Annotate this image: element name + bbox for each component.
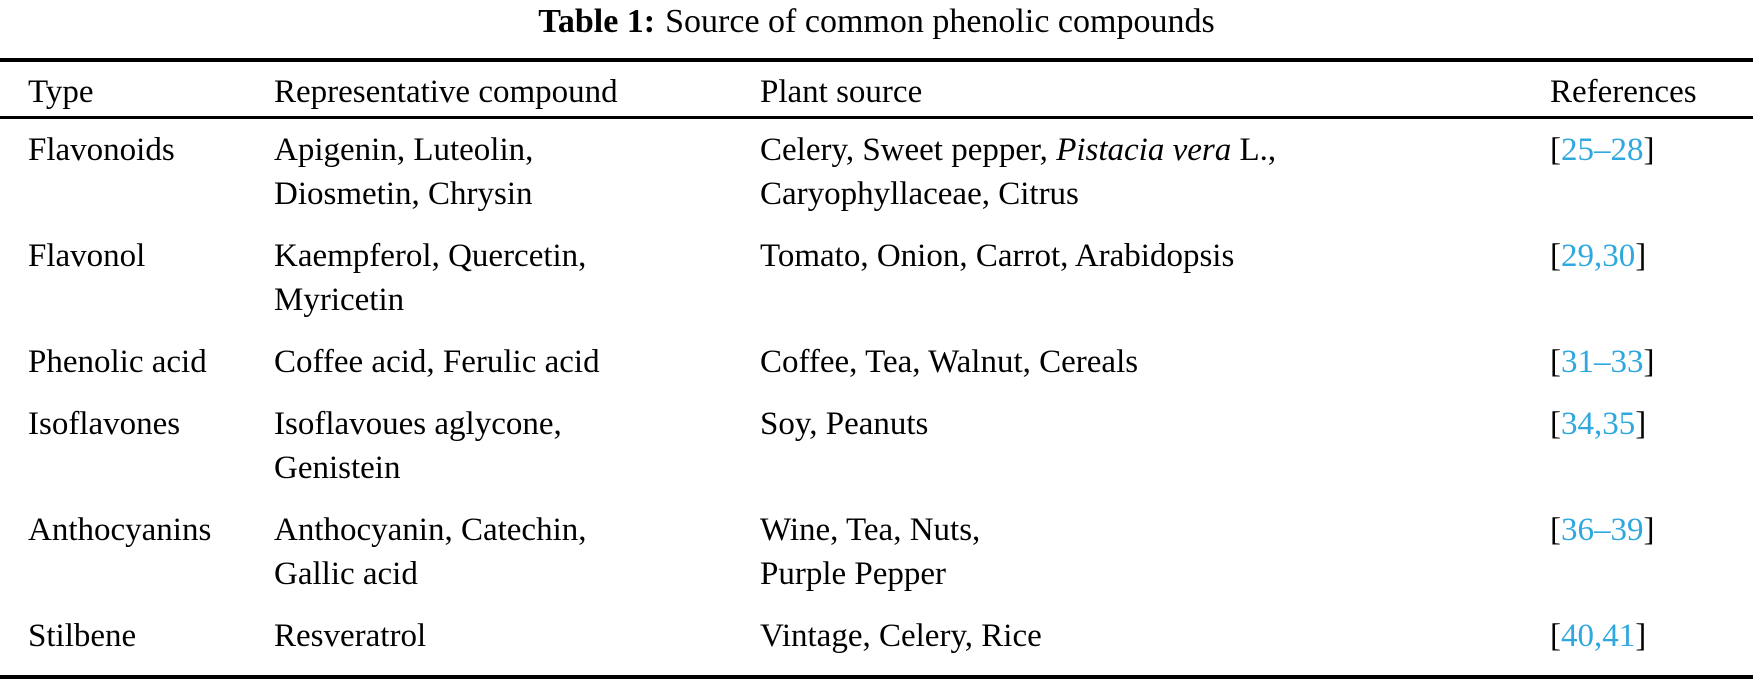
cell-compound <box>274 234 760 322</box>
compound-line: Resveratrol <box>274 618 427 654</box>
ref-bracket-close: ] <box>1635 238 1647 274</box>
cell-type: Isoflavones <box>28 406 181 442</box>
source-line: Caryophyllaceae, Citrus <box>760 176 1079 212</box>
table-row <box>0 393 1753 499</box>
table-row <box>0 119 1753 225</box>
compound-line: Myricetin <box>274 282 405 318</box>
compound-line: Kaempferol, Quercetin, <box>274 238 587 274</box>
table-caption-label: Table 1: <box>538 3 656 40</box>
cell-compound <box>274 402 760 490</box>
cell-source <box>760 614 1550 658</box>
cell-references <box>1550 128 1753 216</box>
ref-bracket-close: ] <box>1643 132 1655 168</box>
table-bottom-rule <box>0 675 1753 679</box>
source-line: Coffee, Tea, Walnut, Cereals <box>760 344 1139 380</box>
column-header-type: Type <box>28 74 94 110</box>
table-row <box>0 605 1753 667</box>
source-text: L., <box>1231 132 1277 168</box>
compound-line: Anthocyanin, Catechin, <box>274 512 587 548</box>
cell-compound <box>274 508 760 596</box>
table-caption <box>0 0 1753 42</box>
table-caption-text: Source of common phenolic compounds <box>665 3 1215 40</box>
citation-link[interactable]: 31–33 <box>1561 344 1644 380</box>
column-header-references: References <box>1550 74 1697 110</box>
compound-line: Isoflavoues aglycone, <box>274 406 562 442</box>
cell-source <box>760 340 1550 384</box>
cell-source <box>760 234 1550 322</box>
cell-source <box>760 508 1550 596</box>
citation-link[interactable]: 40,41 <box>1561 618 1636 654</box>
compound-line: Genistein <box>274 450 401 486</box>
ref-bracket-close: ] <box>1643 512 1655 548</box>
source-line: Vintage, Celery, Rice <box>760 618 1042 654</box>
compound-line: Diosmetin, Chrysin <box>274 176 533 212</box>
cell-references <box>1550 508 1753 596</box>
ref-bracket-close: ] <box>1643 344 1655 380</box>
table-header-row <box>0 62 1753 116</box>
source-line: Tomato, Onion, Carrot, Arabidopsis <box>760 238 1235 274</box>
column-header-source: Plant source <box>760 74 923 110</box>
cell-source <box>760 402 1550 490</box>
cell-type: Flavonol <box>28 238 146 274</box>
column-header-compound: Representative compound <box>274 74 618 110</box>
source-line <box>760 128 1550 172</box>
cell-type: Flavonoids <box>28 132 175 168</box>
cell-type: Stilbene <box>28 618 137 654</box>
source-line: Soy, Peanuts <box>760 406 929 442</box>
citation-link[interactable]: 34,35 <box>1561 406 1636 442</box>
source-latin-name: Pistacia vera <box>1056 132 1232 168</box>
cell-type: Phenolic acid <box>28 344 207 380</box>
ref-bracket-close: ] <box>1635 406 1647 442</box>
table-row <box>0 499 1753 605</box>
cell-compound <box>274 614 760 658</box>
cell-compound <box>274 340 760 384</box>
compound-line: Apigenin, Luteolin, <box>274 132 534 168</box>
ref-bracket-open: [ <box>1550 344 1561 380</box>
citation-link[interactable]: 25–28 <box>1561 132 1644 168</box>
source-text: Celery, Sweet pepper, <box>760 132 1057 168</box>
cell-source <box>760 128 1550 216</box>
compound-line: Gallic acid <box>274 556 418 592</box>
cell-references <box>1550 234 1753 322</box>
cell-references <box>1550 340 1753 384</box>
cell-type: Anthocyanins <box>28 512 212 548</box>
ref-bracket-open: [ <box>1550 512 1561 548</box>
table-row <box>0 331 1753 393</box>
citation-link[interactable]: 29,30 <box>1561 238 1636 274</box>
cell-references <box>1550 402 1753 490</box>
compound-line: Coffee acid, Ferulic acid <box>274 344 600 380</box>
ref-bracket-close: ] <box>1635 618 1647 654</box>
ref-bracket-open: [ <box>1550 132 1561 168</box>
source-line: Wine, Tea, Nuts, <box>760 512 981 548</box>
ref-bracket-open: [ <box>1550 618 1561 654</box>
table-row <box>0 225 1753 331</box>
ref-bracket-open: [ <box>1550 238 1561 274</box>
source-line: Purple Pepper <box>760 556 947 592</box>
ref-bracket-open: [ <box>1550 406 1561 442</box>
cell-compound <box>274 128 760 216</box>
cell-references <box>1550 614 1753 658</box>
citation-link[interactable]: 36–39 <box>1561 512 1644 548</box>
